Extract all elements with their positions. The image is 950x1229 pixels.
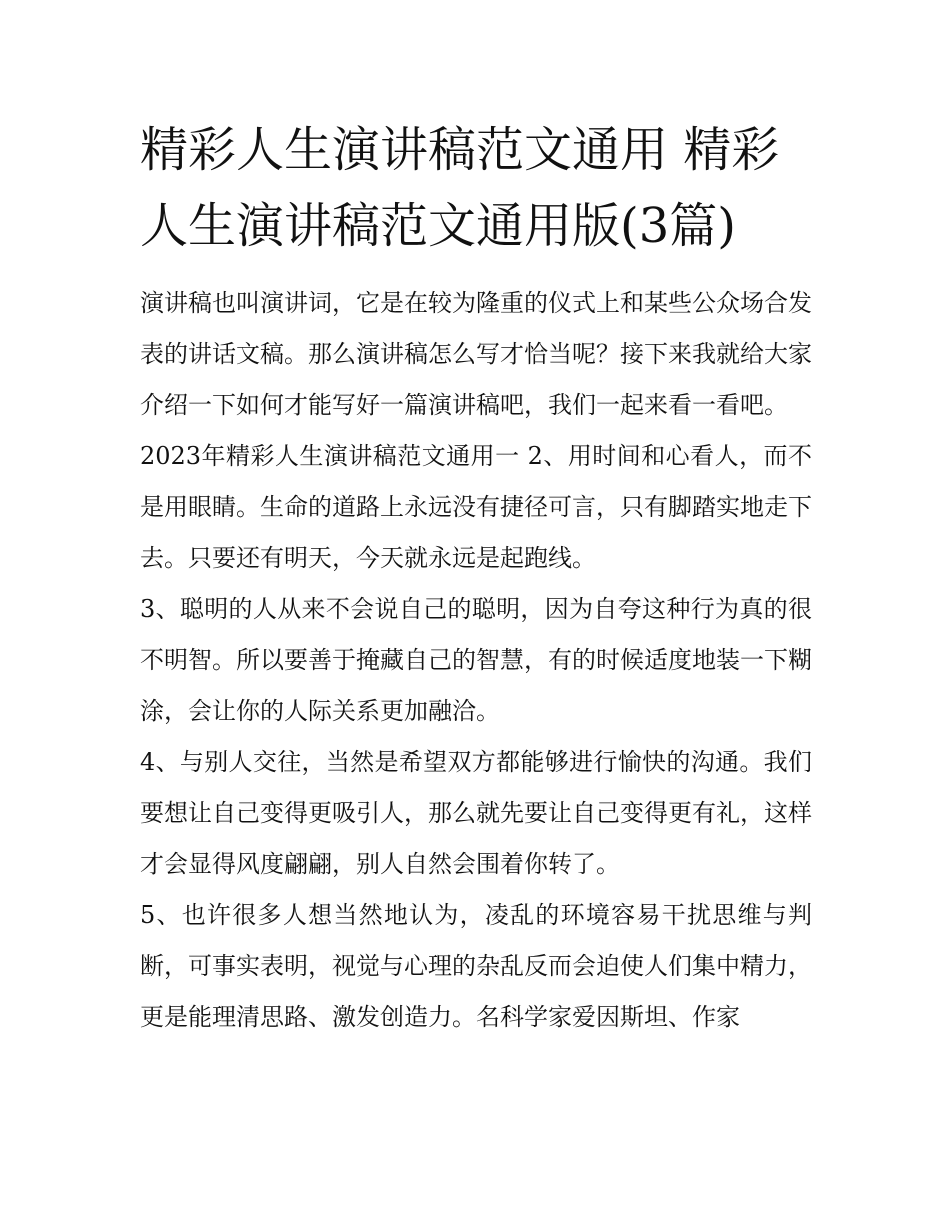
paragraph-point-4: 4、与别人交往，当然是希望双方都能够进行愉快的沟通。我们要想让自己变得更吸引人，那么就先要让自己变得更有礼，这样才会显得风度翩翩，别人自然会围着你转了。: [140, 748, 812, 878]
paragraph-point-5: 5、也许很多人想当然地认为，凌乱的环境容易干扰思维与判断，可事实表明，视觉与心理的杂乱反而会迫使人们集中精力，更是能理清思路、激发创造力。名科学家爱因斯坦、作家: [140, 901, 812, 1031]
paragraph-point-2: 2023年精彩人生演讲稿范文通用一 2、用时间和心看人，而不是用眼睛。生命的道路上永远没有捷径可言，只有脚踏实地走下去。只要还有明天，今天就永远是起跑线。: [140, 442, 812, 572]
intro-paragraph: 演讲稿也叫演讲词，它是在较为隆重的仪式上和某些公众场合发表的讲话文稿。那么演讲稿怎么写才恰当呢？接下来我就给大家介绍一下如何才能写好一篇演讲稿吧，我们一起来看一看吧。: [140, 289, 812, 419]
document-title: 精彩人生演讲稿范文通用 精彩人生演讲稿范文通用版(3篇): [140, 122, 780, 254]
paragraph-point-3: 3、聪明的人从来不会说自己的聪明，因为自夸这种行为真的很不明智。所以要善于掩藏自己的智慧，有的时候适度地装一下糊涂，会让你的人际关系更加融洽。: [140, 595, 812, 725]
document-page: [140, 112, 812, 1043]
